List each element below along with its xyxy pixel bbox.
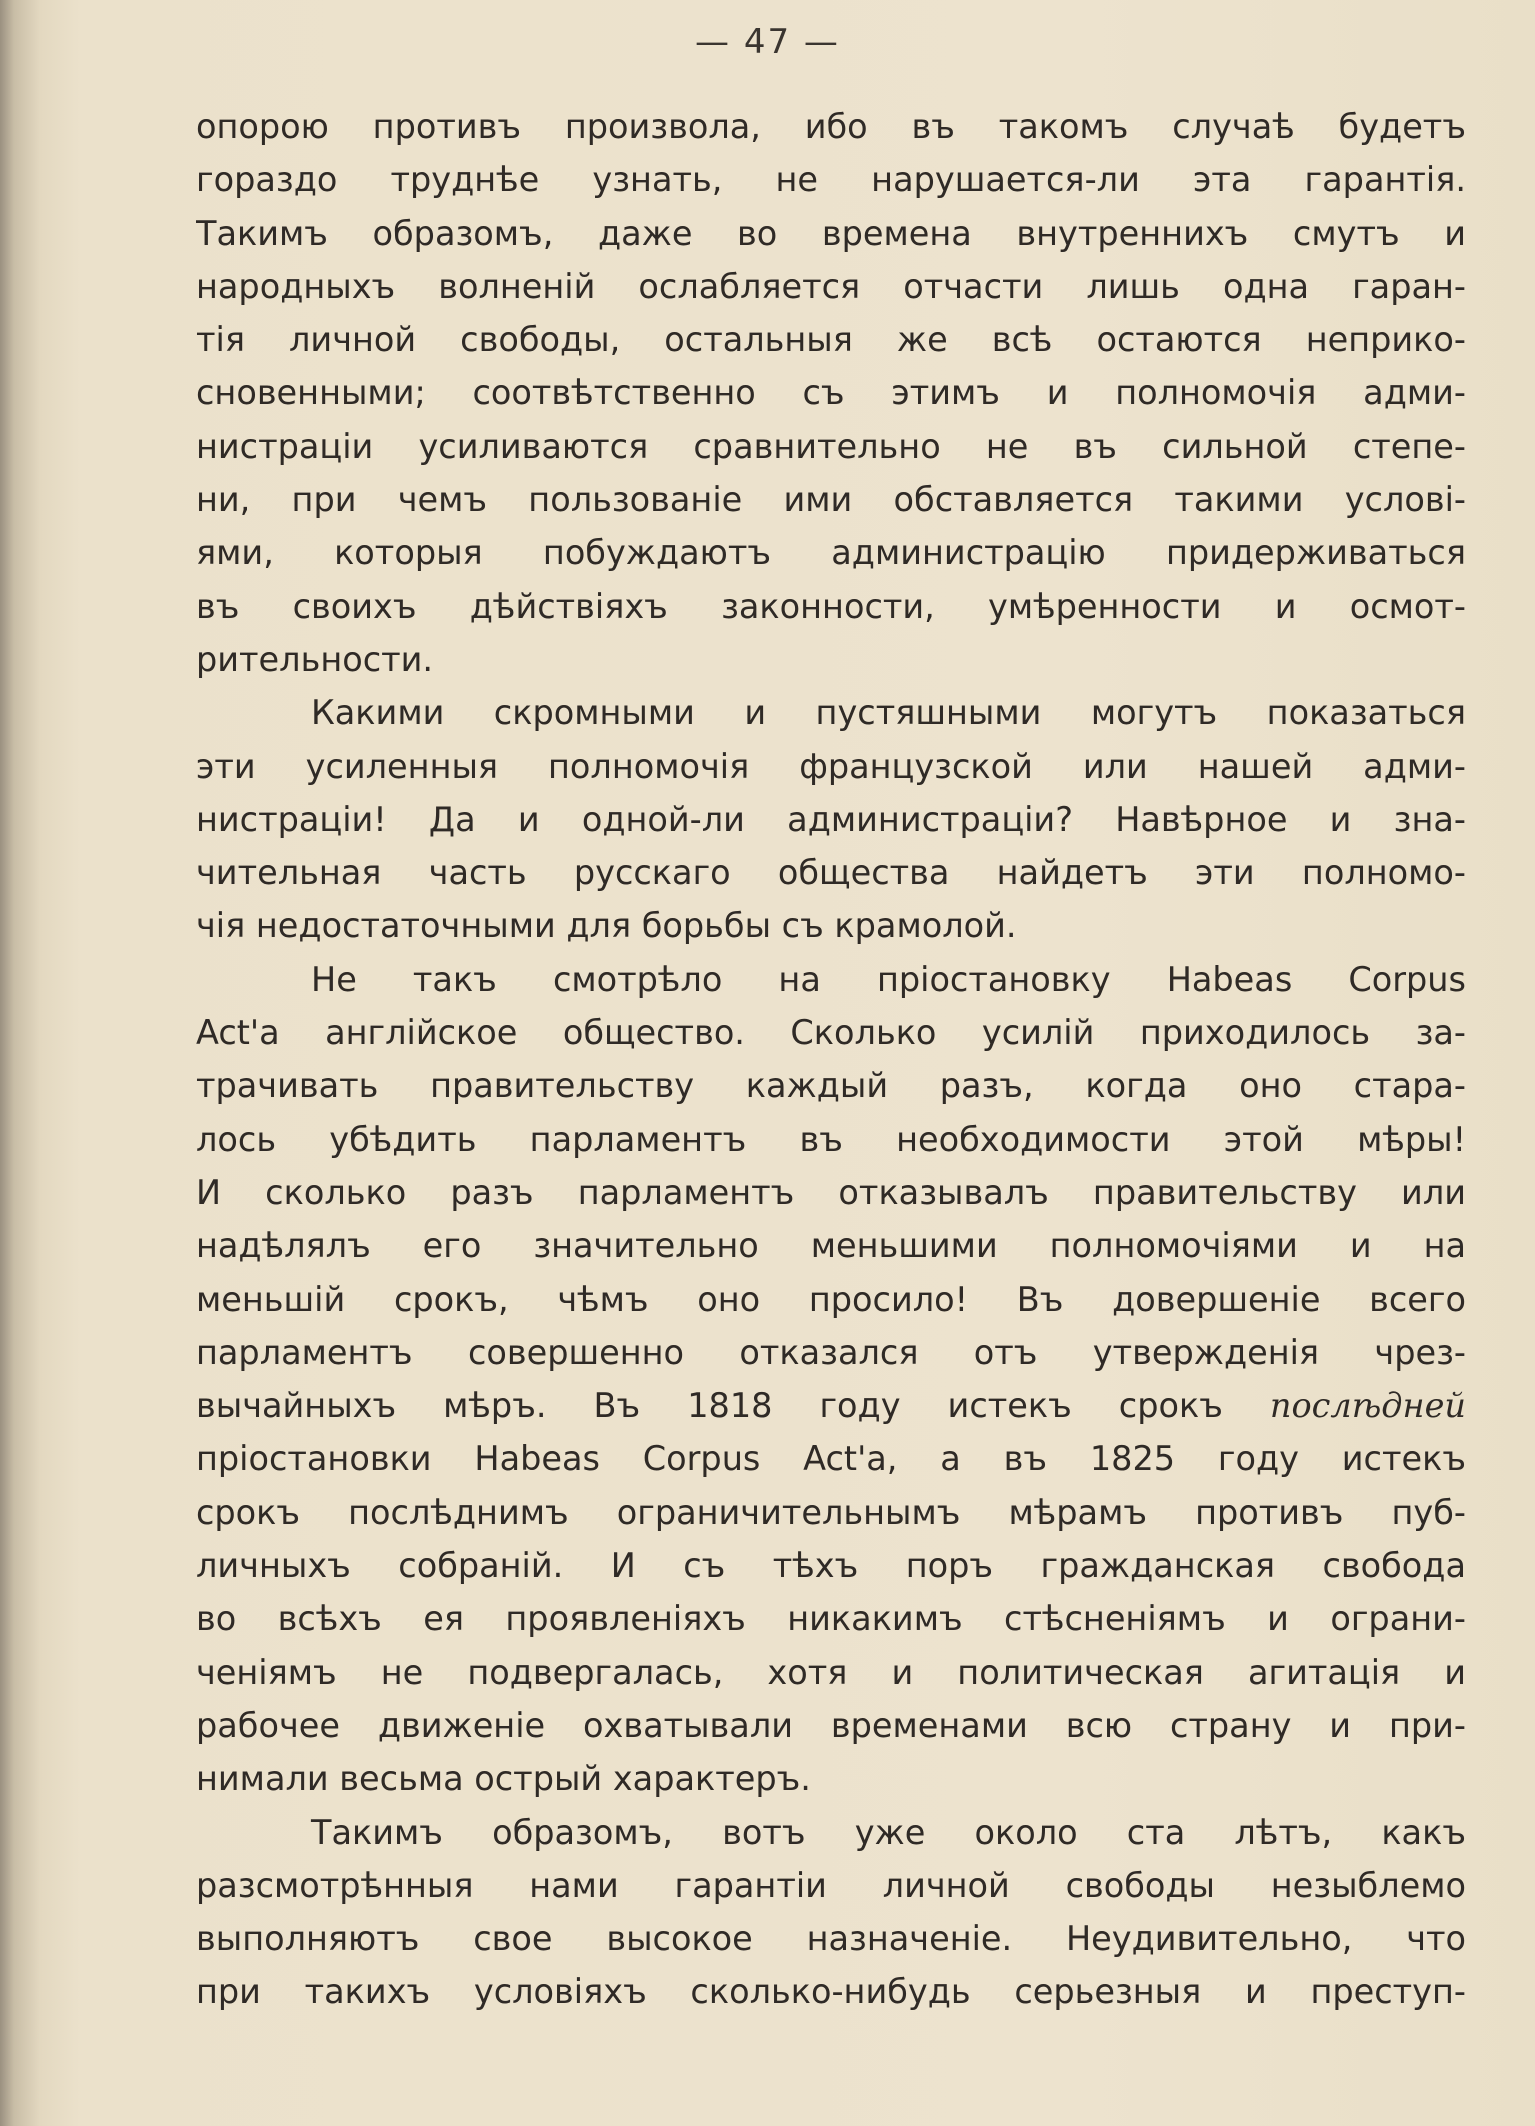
text-line: ченіямъ не подвергалась, хотя и политическая агитація и bbox=[196, 1652, 1466, 1692]
text-line: парламентъ совершенно отказался отъ утвержденія чрез- bbox=[196, 1332, 1466, 1372]
page-number: — 47 — bbox=[695, 22, 840, 62]
text-line: Такимъ образомъ, даже во времена внутреннихъ смутъ и bbox=[196, 213, 1466, 253]
text-line: лось убѣдить парламентъ въ необходимости этой мѣры! bbox=[196, 1119, 1466, 1159]
text-line: чительная часть русскаго общества найдетъ эти полномо- bbox=[196, 853, 1466, 893]
text-line: тія личной свободы, остальныя же всѣ остаются неприко- bbox=[196, 320, 1466, 360]
text-line: трачивать правительству каждый разъ, когда оно стара- bbox=[196, 1066, 1466, 1106]
text-line: нистраціи! Да и одной-ли администраціи? Навѣрное и зна- bbox=[196, 799, 1466, 839]
body-text bbox=[196, 100, 1466, 2019]
text-line: при такихъ условіяхъ сколько-нибудь серьезныя и преступ- bbox=[196, 1972, 1466, 2012]
text-line: ни, при чемъ пользованіе ими обставляется такими услові- bbox=[196, 480, 1466, 520]
paragraph bbox=[196, 953, 1466, 1806]
text-line: разсмотрѣнныя нами гарантіи личной свободы незыблемо bbox=[196, 1865, 1466, 1905]
text-line: сновенными; соотвѣтственно съ этимъ и полномочія адми- bbox=[196, 373, 1466, 413]
text-line: во всѣхъ ея проявленіяхъ никакимъ стѣсненіямъ и ограни- bbox=[196, 1599, 1466, 1639]
text-line: Такимъ образомъ, вотъ уже около ста лѣтъ, какъ bbox=[311, 1812, 1466, 1852]
text-line: чія недостаточными для борьбы съ крамолой. bbox=[196, 906, 1017, 946]
text-line: опорою противъ произвола, ибо въ такомъ случаѣ будетъ bbox=[196, 107, 1466, 146]
text-line: И сколько разъ парламентъ отказывалъ правительству или bbox=[196, 1172, 1466, 1212]
italic-word: послѣдней bbox=[1269, 1386, 1466, 1426]
text-line: меньшій срокъ, чѣмъ оно просило! Въ довершеніе всего bbox=[196, 1279, 1466, 1319]
text-line: рительности. bbox=[196, 639, 434, 679]
text-line: личныхъ собраній. И съ тѣхъ поръ гражданская свобода bbox=[196, 1546, 1466, 1586]
text-line: пріостановки Habeas Corpus Act'а, а въ 1825 году истекъ bbox=[196, 1439, 1466, 1479]
text-line: Act'а англійское общество. Сколько усилій приходилось за- bbox=[196, 1013, 1466, 1053]
text-line: въ своихъ дѣйствіяхъ законности, умѣренности и осмот- bbox=[196, 586, 1466, 626]
text-line: Не такъ смотрѣло на пріостановку Habeas Corpus bbox=[311, 959, 1466, 999]
text-line: выполняютъ свое высокое назначеніе. Неудивительно, что bbox=[196, 1919, 1466, 1959]
text-line: нистраціи усиливаются сравнительно не въ сильной степе- bbox=[196, 426, 1466, 466]
text-line: рабочее движеніе охватывали временами всю страну и при- bbox=[196, 1705, 1466, 1745]
text-line: надѣлялъ его значительно меньшими полномочіями и на bbox=[196, 1226, 1466, 1266]
text-segment: вычайныхъ мѣръ. Въ 1818 году истекъ срокъ bbox=[196, 1386, 1223, 1426]
paragraph bbox=[196, 100, 1466, 686]
text-line: гораздо труднѣе узнать, не нарушается-ли эта гарантія. bbox=[196, 160, 1466, 200]
paragraph bbox=[196, 686, 1466, 952]
text-line: эти усиленныя полномочія французской или нашей адми- bbox=[196, 746, 1466, 786]
text-line: народныхъ волненій ослабляется отчасти лишь одна гаран- bbox=[196, 266, 1466, 306]
text-line: нимали весьма острый характеръ. bbox=[196, 1759, 811, 1799]
text-line-with-italic bbox=[196, 1379, 1466, 1432]
text-line: ями, которыя побуждаютъ администрацію придерживаться bbox=[196, 533, 1466, 573]
text-line: Какими скромными и пустяшными могутъ показаться bbox=[311, 693, 1466, 733]
paragraph bbox=[196, 1806, 1466, 2019]
text-line: срокъ послѣднимъ ограничительнымъ мѣрамъ противъ пуб- bbox=[196, 1492, 1466, 1532]
